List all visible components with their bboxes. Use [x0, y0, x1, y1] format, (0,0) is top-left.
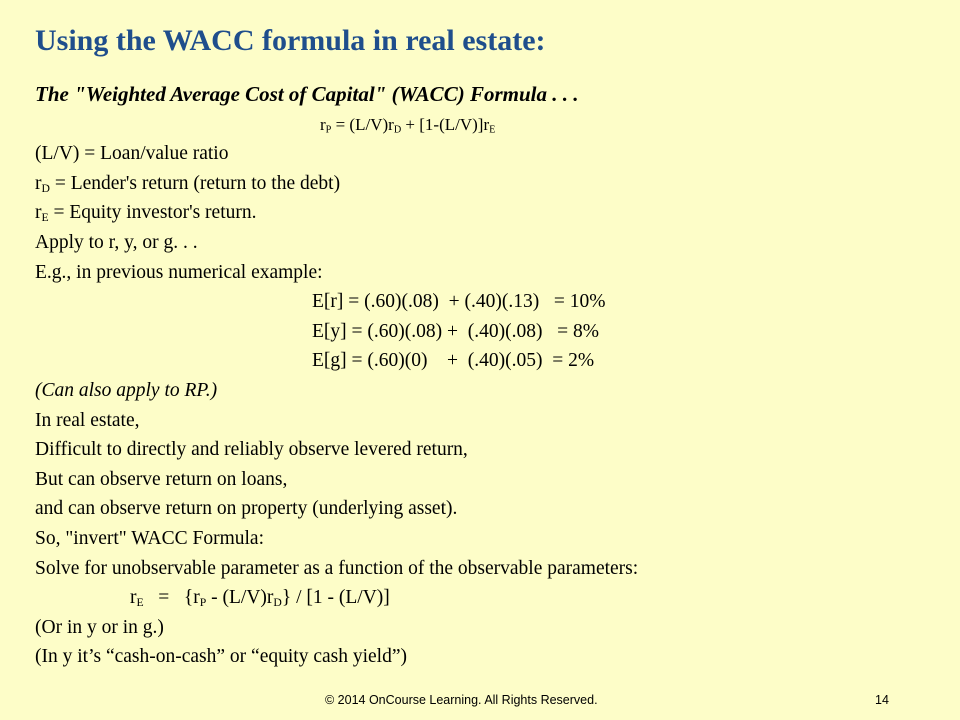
rp-note: (Can also apply to RP.) — [35, 379, 218, 401]
page-number: 14 — [875, 693, 889, 707]
difficult-line: Difficult to directly and reliably observe levered return, — [35, 439, 468, 461]
invert-line: So, "invert" WACC Formula: — [35, 527, 264, 549]
formula-lhs-sub: P — [325, 124, 332, 136]
def-equity-return — [35, 198, 935, 228]
def-rd-text: = Lender's return (return to the debt) — [49, 172, 341, 194]
inv-b-sub: P — [199, 596, 207, 610]
formula-rest-sub: E — [489, 124, 496, 136]
property-line: and can observe return on property (underlying asset). — [35, 498, 458, 520]
y-g-note: (Or in y or in g.) — [35, 616, 164, 638]
subheading: The "Weighted Average Cost of Capital" (WACC) Formula . . . — [35, 82, 579, 106]
solve-line: Solve for unobservable parameter as a function of the observable parameters: — [35, 557, 639, 579]
slide-title: Using the WACC formula in real estate: — [35, 24, 546, 57]
copyright: © 2014 OnCourse Learning. All Rights Reserved. — [325, 693, 598, 707]
calc-g: E[g] = (.60)(0) + (.40)(.05) = 2% — [312, 350, 595, 372]
def-debt-return — [35, 169, 935, 199]
def-re-sub: E — [41, 211, 49, 225]
inverted-formula — [35, 583, 935, 613]
inv-c-sub: D — [273, 596, 282, 610]
cash-note: (In y it’s “cash-on-cash” or “equity cash yield”) — [35, 646, 407, 668]
apply-line: Apply to r, y, or g. . . — [35, 231, 198, 253]
slide-body — [35, 80, 935, 672]
def-re-text: = Equity investor's return. — [48, 202, 257, 224]
inv-a-sub: E — [136, 596, 144, 610]
def-re-base: r — [35, 202, 42, 224]
formula-mid: = (L/V)r — [331, 114, 394, 134]
calc-y: E[y] = (.60)(.08) + (.40)(.08) = 8% — [312, 320, 599, 342]
inv-b: = {r — [143, 587, 200, 609]
inv-c: - (L/V)r — [206, 587, 274, 609]
formula-lhs: r — [320, 114, 326, 134]
wacc-formula — [35, 110, 935, 140]
calc-r: E[r] = (.60)(.08) + (.40)(.13) = 10% — [312, 291, 606, 313]
formula-mid-sub: D — [393, 124, 402, 136]
def-rd-base: r — [35, 172, 42, 194]
inv-a: r — [130, 587, 137, 609]
def-loan-value: (L/V) = Loan/value ratio — [35, 143, 229, 165]
formula-rest: + [1-(L/V)]r — [401, 114, 490, 134]
real-estate-intro: In real estate, — [35, 409, 140, 431]
inv-d: } / [1 - (L/V)] — [281, 587, 390, 609]
example-intro: E.g., in previous numerical example: — [35, 261, 323, 283]
loans-line: But can observe return on loans, — [35, 468, 288, 490]
def-rd-sub: D — [41, 181, 50, 195]
